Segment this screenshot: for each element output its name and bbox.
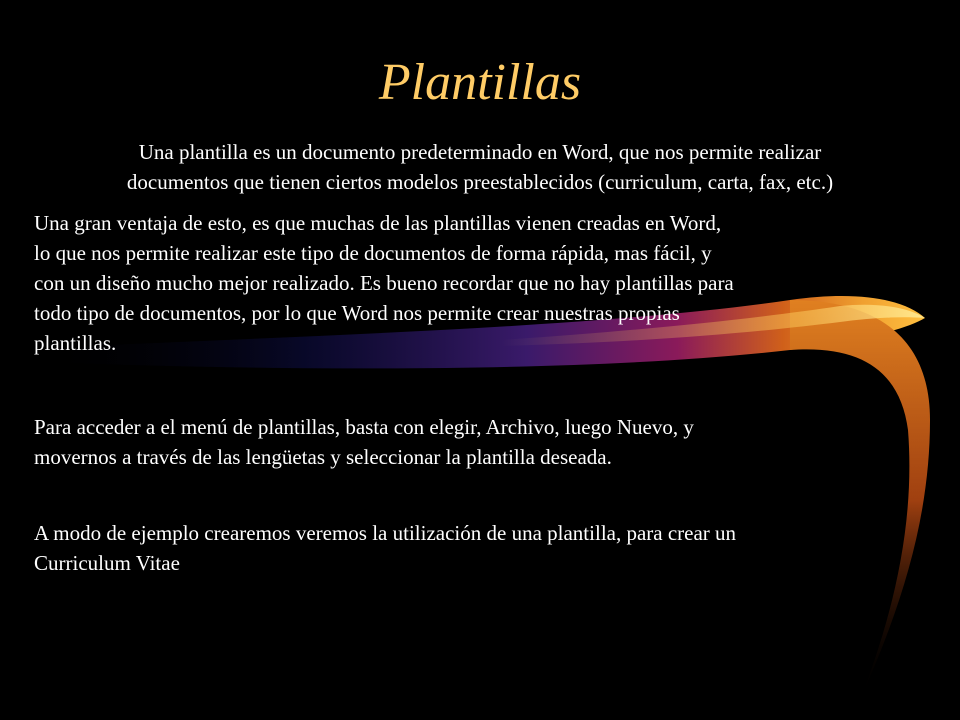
paragraph-line: Una gran ventaja de esto, es que muchas de las plantillas vienen creadas en Word,	[34, 211, 722, 235]
paragraph-line: Curriculum Vitae	[34, 551, 180, 575]
intro-line: Una plantilla es un documento predeterminado en Word, que nos permite realizar	[138, 140, 822, 164]
paragraph-line: movernos a través de las lengüetas y seleccionar la plantilla deseada.	[34, 445, 612, 469]
paragraph-line: lo que nos permite realizar este tipo de documentos de forma rápida, mas fácil, y	[34, 241, 712, 265]
paragraph-line: con un diseño mucho mejor realizado. Es bueno recordar que no hay plantillas para	[34, 271, 734, 295]
intro-line: documentos que tienen ciertos modelos preestablecidos (curriculum, carta, fax, etc.)	[126, 170, 834, 194]
paragraph-line: Para acceder a el menú de plantillas, basta con elegir, Archivo, luego Nuevo, y	[34, 415, 694, 439]
paragraph-example	[34, 518, 938, 578]
paragraph-advantages	[34, 208, 938, 358]
intro-paragraph	[24, 137, 936, 197]
paragraph-access-menu	[34, 412, 938, 472]
slide-title: Plantillas	[378, 54, 582, 111]
paragraph-line: todo tipo de documentos, por lo que Word nos permite crear nuestras propias	[34, 301, 680, 325]
paragraph-line: plantillas.	[34, 331, 117, 355]
paragraph-line: A modo de ejemplo crearemos veremos la utilización de una plantilla, para crear un	[34, 521, 737, 545]
